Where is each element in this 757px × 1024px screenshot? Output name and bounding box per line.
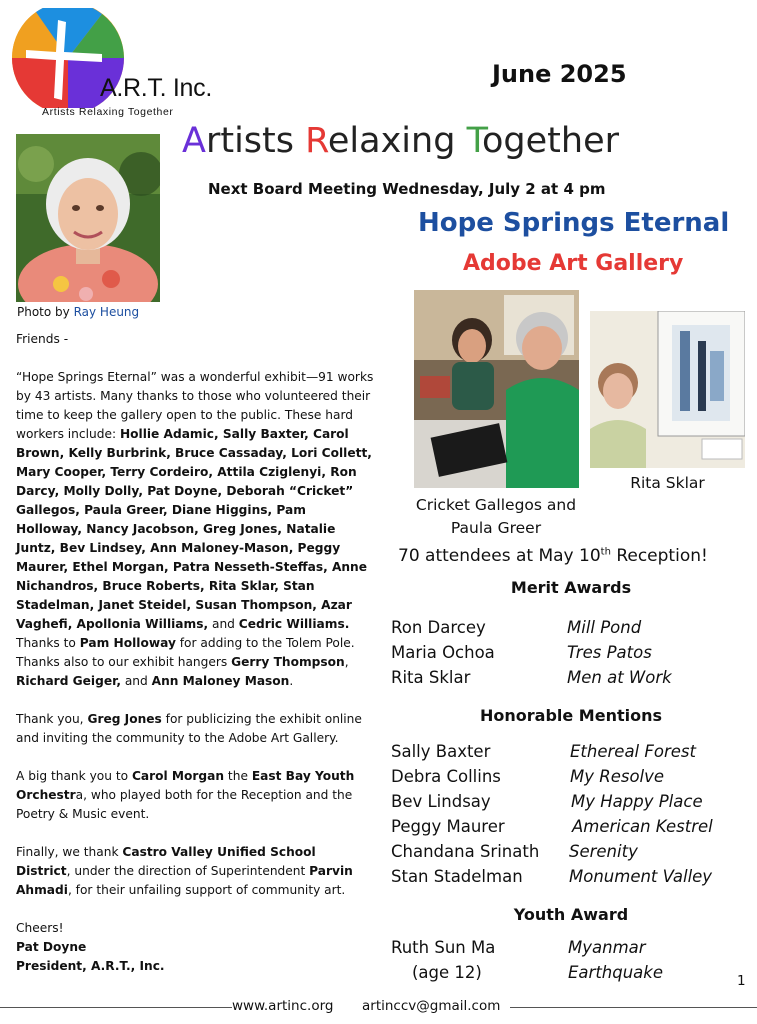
rita-photo-caption: Rita Sklar — [630, 474, 705, 492]
title-word-together: ogether — [482, 121, 619, 161]
text: the — [224, 769, 252, 783]
honorable-mention-row — [391, 792, 703, 811]
artist-name: Peggy Maurer — [391, 817, 505, 836]
artist-name: Bev Lindsay — [391, 792, 491, 811]
volunteer-names: Hollie Adamic, Sally Baxter, Carol Brown, Kelly Burbrink, Bruce Cassaday, Lori Collett, Mary Cooper, Terry Cordeiro, Attila Cziglenyi, Ron Darcy, Molly Dolly, Pat Doyne, Deborah “Cricket” Gallegos, Paula Greer, Diane Higgins, Pam Holloway, Nancy Jacobson, Greg Jones, Natalie Juntz, Bev Lindsey, Ann Maloney-Mason, Peggy Maurer, Ethel Morgan, Patra Nesseth-Steffas, Anne Nichandros, Bruce Roberts, Rita Sklar, Stan Stadelman, Janet Steidel, Susan Thompson, Azar Vaghefi, Apollonia Williams, — [16, 427, 372, 631]
attendees-note — [398, 546, 708, 566]
portrait-photo — [16, 134, 160, 302]
rita-sklar-photo — [590, 311, 745, 468]
artist-name: Maria Ochoa — [391, 643, 495, 662]
letter-signer — [16, 938, 374, 957]
artist-name: Debra Collins — [391, 767, 501, 786]
orchestra-name: East Bay Youth Orchest — [16, 769, 355, 802]
text: Finally, we thank — [16, 845, 123, 859]
school-district-name: Castro Valley Unified School District — [16, 845, 316, 878]
org-title — [182, 121, 619, 161]
text: A big thank you to — [16, 769, 132, 783]
letter-paragraph-1 — [16, 368, 374, 691]
text: for publicizing the exhibit online and inviting the community to the Adobe Art Gallery. — [16, 712, 362, 745]
footer-rule-right — [510, 1007, 757, 1008]
artwork-title: Myanmar — [568, 938, 646, 957]
artwork-title: Men at Work — [567, 668, 672, 687]
attendees-text-end: Reception! — [610, 546, 708, 566]
volunteer-name: Cedric Williams. — [238, 617, 350, 631]
letter-paragraph-2 — [16, 710, 374, 748]
honorable-mentions-heading: Honorable Mentions — [479, 706, 662, 725]
letter-closing: Cheers! — [16, 921, 64, 935]
signer-name: Pat Doyne — [16, 940, 87, 954]
text: and — [208, 617, 239, 631]
artwork-title: My Resolve — [570, 767, 665, 786]
hanger-name: Ann Maloney Mason — [151, 674, 290, 688]
artist-name: Ruth Sun Ma — [391, 938, 496, 957]
photographer-link[interactable]: Ray Heung — [73, 305, 140, 319]
merit-award-row — [391, 643, 652, 662]
artwork-title: Serenity — [569, 842, 638, 861]
text: , under the direction of Superintendent — [66, 864, 310, 878]
orchestra-name-end: r — [69, 788, 76, 802]
text: and — [120, 674, 152, 688]
artist-name: Ron Darcey — [391, 618, 486, 637]
honorable-mention-row — [391, 817, 713, 836]
merit-award-row — [391, 668, 672, 687]
artist-name: Sally Baxter — [391, 742, 491, 761]
text: a, who played both for the Reception and the Poetry & Music event. — [16, 788, 353, 821]
artwork-title: Mill Pond — [567, 618, 642, 637]
page-number: 1 — [737, 973, 746, 989]
text: Thanks to — [16, 636, 80, 650]
text: , for their unfailing support of community art. — [67, 883, 346, 897]
artist-name: Stan Stadelman — [391, 867, 523, 886]
title-letter-r: R — [305, 121, 328, 161]
photo-credit-prefix: Photo by — [17, 305, 74, 319]
title-letter-a: A — [182, 121, 206, 161]
artwork-title: Ethereal Forest — [570, 742, 696, 761]
exhibit-title: Hope Springs Eternal — [418, 208, 730, 238]
artist-name: Chandana Srinath — [391, 842, 540, 861]
letter-paragraph-3 — [16, 767, 374, 824]
title-word-relaxing: elaxing — [327, 121, 456, 161]
caption-line-2: Paula Greer — [450, 519, 542, 537]
honorable-mention-row — [391, 742, 696, 761]
text: for adding to the Tolem Pole. Thanks also to our exhibit hangers — [16, 636, 355, 669]
hanger-name: Richard Geiger, — [16, 674, 121, 688]
gallery-reception-photo — [414, 290, 579, 488]
board-meeting-notice: Next Board Meeting Wednesday, July 2 at 4 pm — [208, 180, 606, 198]
musician-name: Carol Morgan — [131, 769, 225, 783]
issue-date: June 2025 — [492, 60, 627, 88]
gallery-name: Adobe Art Gallery — [463, 251, 684, 276]
publicist-name: Greg Jones — [87, 712, 162, 726]
youth-award-row — [391, 938, 646, 957]
footer-rule-left — [0, 1007, 232, 1008]
artwork-title: American Kestrel — [572, 817, 713, 836]
volunteer-name: Pam Holloway — [79, 636, 176, 650]
art-inc-logo — [6, 8, 234, 120]
title-letter-t: T — [466, 121, 482, 161]
text: , — [344, 655, 349, 669]
gallery-photo-caption — [402, 494, 590, 540]
photo-credit — [17, 305, 139, 319]
honorable-mention-row — [391, 867, 713, 886]
artwork-title: Tres Patos — [567, 643, 652, 662]
title-word-artists: rtists — [205, 121, 294, 161]
text: Thank you, — [16, 712, 88, 726]
letter-paragraph-4 — [16, 843, 374, 900]
youth-award-heading: Youth Award — [513, 905, 629, 924]
footer-email-link[interactable]: artinccv@gmail.com — [362, 998, 501, 1014]
caption-line-1: Cricket Gallegos and — [415, 496, 577, 514]
text: . — [289, 674, 294, 688]
artist-age: (age 12) — [412, 963, 482, 982]
youth-award-row — [391, 963, 663, 982]
president-letter — [16, 330, 374, 976]
signer-title: President, A.R.T., Inc. — [16, 959, 165, 973]
text: “Hope Springs Eternal” was a wonderful exhibit—91 works by 43 artists. Many thanks to those who volunteered their time to keep the gallery open to the public. These hard workers include: — [16, 370, 374, 441]
superintendent-name: Parvin Ahmadi — [16, 864, 353, 897]
logo-text: A.R.T. Inc. — [100, 74, 213, 102]
logo-tagline: Artists Relaxing Together — [42, 106, 174, 118]
letter-greeting: Friends - — [16, 332, 69, 346]
honorable-mention-row — [391, 842, 638, 861]
artwork-title: Earthquake — [568, 963, 663, 982]
artwork-title: My Happy Place — [571, 792, 703, 811]
merit-awards-heading: Merit Awards — [510, 578, 632, 597]
hanger-name: Gerry Thompson — [231, 655, 345, 669]
artwork-title: Monument Valley — [569, 867, 713, 886]
footer-website-link[interactable]: www.artinc.org — [232, 998, 334, 1014]
ordinal-suffix: th — [600, 546, 611, 558]
artist-name: Rita Sklar — [391, 668, 471, 687]
attendees-text: 70 attendees at May 10 — [398, 546, 601, 566]
merit-award-row — [391, 618, 642, 637]
letter-signer-title — [16, 957, 374, 976]
honorable-mention-row — [391, 767, 665, 786]
